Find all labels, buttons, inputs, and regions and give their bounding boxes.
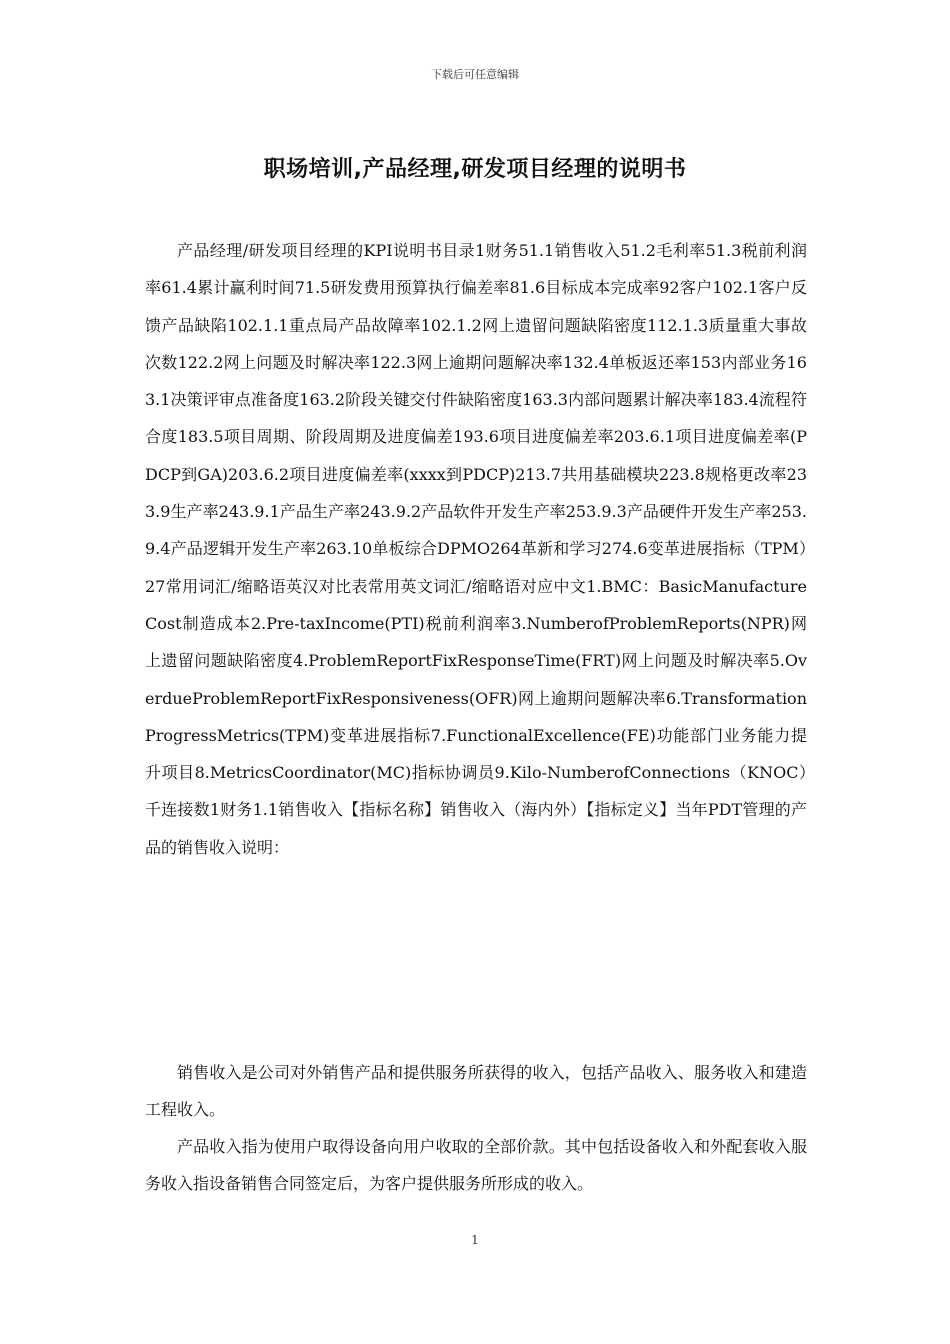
paragraph-toc: 产品经理/研发项目经理的KPI说明书目录1财务51.1销售收入51.2毛利率51.3税前利润率61.4累计赢利时间71.5研发费用预算执行偏差率81.6目标成本完成率92客户102.1客户反馈产品缺陷102.1.1重点局产品故障率102.1.2网上遗留问题缺陷密度112.1.3质量重大事故次数122.2网上问题及时解决率122.3网上逾期问题解决率132.4单板返还率153内部业务163.1决策评审点准备度163.2阶段关键交付件缺陷密度163.3内部问题累计解决率183.4流程符合度183.5项目周期、阶段周期及进度偏差193.6项目进度偏差率203.6.1项目进度偏差率(PDCP到GA)203.6.2项目进度偏差率(xxxx到PDCP)213.7共用基础模块223.8规格更改率233.9生产率243.9.1产品生产率243.9.2产品软件开发生产率253.9.3产品硬件开发生产率253.9.4产品逻辑开发生产率263.10单板综合DPMO264革新和学习274.6变革进展指标（TPM）27常用词汇/缩略语英汉对比表常用英文词汇/缩略语对应中文1.BMC：BasicManufactureCost制造成本2.Pre-taxIncome(PTI)税前利润率3.NumberofProblemReports(NPR)网上遗留问题缺陷密度4.ProblemReportFixResponseTime(FRT)网上问题及时解决率5.OverdueProblemReportFixResponsiveness(OFR)网上逾期问题解决率6.TransformationProgressMetrics(TPM)变革进展指标7.FunctionalExcellence(FE)功能部门业务能力提升项目8.MetricsCoordinator(MC)指标协调员9.Kilo-NumberofConnections（KNOC）千连接数1财务1.1销售收入【指标名称】销售收入（海内外）【指标定义】当年PDT管理的产品的销售收入说明： xyxy=(145,241,807,857)
header-note: 下载后可任意编辑 xyxy=(431,68,519,81)
paragraph-product-revenue: 产品收入指为使用户取得设备向用户收取的全部价款。其中包括设备收入和外配套收入服务收入指设备销售合同签定后，为客户提供服务所形成的收入。 xyxy=(145,1137,807,1194)
page-number: 1 xyxy=(471,1233,479,1247)
document-title: 职场培训,产品经理,研发项目经理的说明书 xyxy=(263,157,687,182)
paragraph-sales-revenue: 销售收入是公司对外销售产品和提供服务所获得的收入，包括产品收入、服务收入和建造工程收入。 xyxy=(145,1063,807,1120)
